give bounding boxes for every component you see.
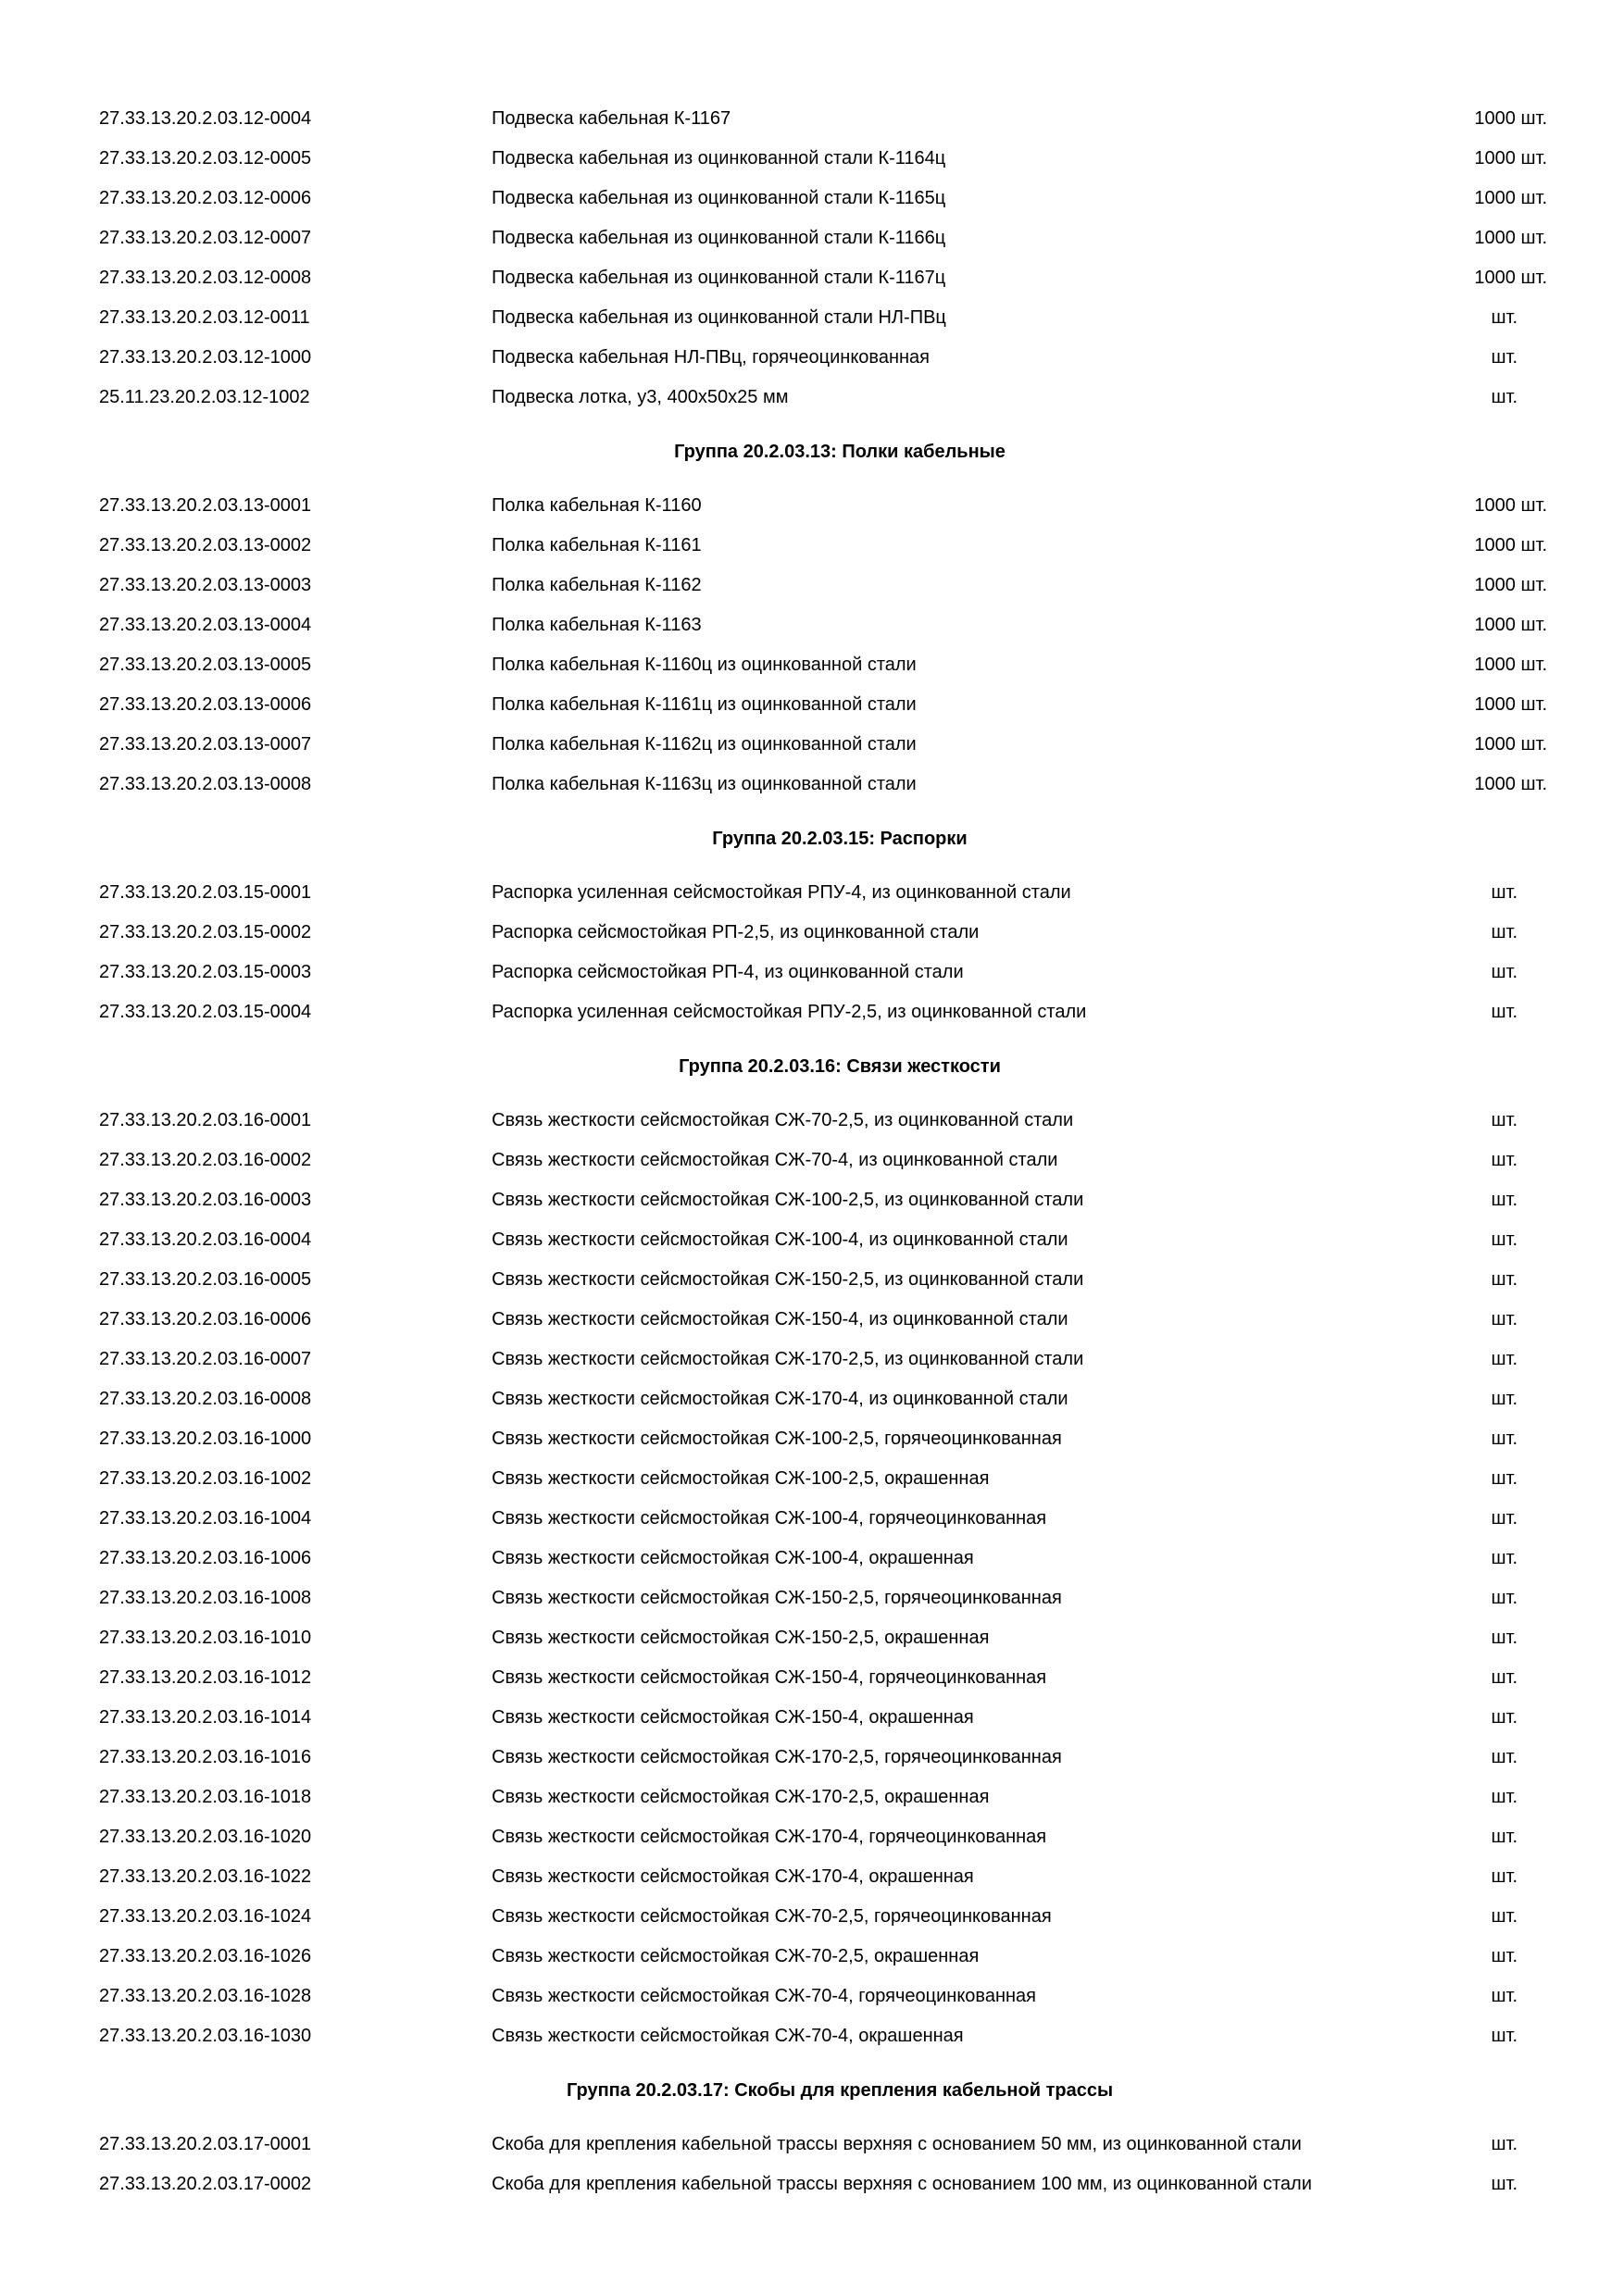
item-code: 25.11.23.20.2.03.12-1002 [99, 387, 310, 407]
item-name: Подвеска кабельная из оцинкованной стали НЛ-ПВц [492, 307, 946, 328]
table-row [99, 1419, 1580, 1459]
item-name: Скоба для крепления кабельной трассы верхняя с основанием 50 мм, из оцинкованной стали [492, 2134, 1302, 2154]
table-row [99, 139, 1580, 179]
item-unit: 1000 шт. [1474, 575, 1547, 595]
item-code: 27.33.13.20.2.03.15-0004 [99, 1002, 312, 1022]
table-row [99, 1778, 1580, 1817]
table-row [99, 179, 1580, 218]
item-code: 27.33.13.20.2.03.16-1004 [99, 1508, 312, 1529]
table-row [99, 1101, 1580, 1141]
item-code: 27.33.13.20.2.03.16-1022 [99, 1866, 312, 1887]
item-name: Полка кабельная К-1160 [492, 495, 702, 516]
table-row [99, 1340, 1580, 1379]
item-code: 27.33.13.20.2.03.12-0011 [99, 307, 310, 328]
item-name: Подвеска кабельная из оцинкованной стали К-1164ц [492, 148, 946, 168]
item-name: Связь жесткости сейсмостойкая СЖ-100-4, окрашенная [492, 1548, 974, 1568]
item-name: Связь жесткости сейсмостойкая СЖ-70-2,5, окрашенная [492, 1946, 980, 1966]
item-name: Связь жесткости сейсмостойкая СЖ-100-2,5, из оцинкованной стали [492, 1190, 1084, 1210]
item-name: Связь жесткости сейсмостойкая СЖ-170-2,5, горячеоцинкованная [492, 1747, 1062, 1767]
item-name: Распорка усиленная сейсмостойкая РПУ-4, из оцинкованной стали [492, 882, 1071, 903]
item-code: 27.33.13.20.2.03.13-0003 [99, 575, 312, 595]
item-unit: 1000 шт. [1474, 188, 1547, 208]
item-name: Полка кабельная К-1163ц из оцинкованной стали [492, 774, 917, 794]
item-name: Подвеска кабельная К-1167 [492, 108, 731, 129]
item-code: 27.33.13.20.2.03.16-0007 [99, 1349, 312, 1369]
item-unit: шт. [1491, 2134, 1518, 2154]
table-row [99, 218, 1580, 258]
item-code: 27.33.13.20.2.03.17-0001 [99, 2134, 312, 2154]
item-code: 27.33.13.20.2.03.13-0006 [99, 694, 312, 715]
item-unit: шт. [1491, 1309, 1518, 1329]
table-row [99, 1817, 1580, 1857]
item-code: 27.33.13.20.2.03.16-0001 [99, 1110, 312, 1130]
item-unit: шт. [1491, 1429, 1518, 1449]
item-unit: шт. [1491, 1269, 1518, 1290]
item-unit: 1000 шт. [1474, 535, 1547, 555]
item-name: Связь жесткости сейсмостойкая СЖ-70-2,5, из оцинкованной стали [492, 1110, 1074, 1130]
table-row [99, 1300, 1580, 1340]
item-name: Распорка сейсмостойкая РП-4, из оцинкованной стали [492, 962, 964, 982]
item-unit: шт. [1491, 2174, 1518, 2194]
item-name: Связь жесткости сейсмостойкая СЖ-70-4, из оцинкованной стали [492, 1150, 1058, 1170]
item-unit: шт. [1491, 1906, 1518, 1927]
item-unit: шт. [1491, 1588, 1518, 1608]
item-name: Связь жесткости сейсмостойкая СЖ-150-2,5, окрашенная [492, 1628, 990, 1648]
item-code: 27.33.13.20.2.03.13-0008 [99, 774, 312, 794]
item-code: 27.33.13.20.2.03.12-0004 [99, 108, 312, 129]
item-name: Связь жесткости сейсмостойкая СЖ-100-4, горячеоцинкованная [492, 1508, 1047, 1529]
table-row [99, 1857, 1580, 1897]
item-code: 27.33.13.20.2.03.15-0001 [99, 882, 312, 903]
group-heading: Группа 20.2.03.16: Связи жесткости [679, 1056, 1001, 1077]
item-name: Связь жесткости сейсмостойкая СЖ-70-2,5, горячеоцинкованная [492, 1906, 1052, 1927]
item-name: Распорка сейсмостойкая РП-2,5, из оцинкованной стали [492, 922, 980, 942]
item-unit: шт. [1491, 1707, 1518, 1728]
item-code: 27.33.13.20.2.03.15-0002 [99, 922, 312, 942]
item-code: 27.33.13.20.2.03.12-0006 [99, 188, 312, 208]
item-unit: шт. [1491, 1548, 1518, 1568]
item-unit: шт. [1491, 962, 1518, 982]
item-code: 27.33.13.20.2.03.16-1024 [99, 1906, 312, 1927]
table-row [99, 992, 1580, 1032]
item-code: 27.33.13.20.2.03.12-0007 [99, 228, 312, 248]
item-name: Полка кабельная К-1161 [492, 535, 702, 555]
table-row [99, 486, 1580, 526]
item-name: Полка кабельная К-1161ц из оцинкованной стали [492, 694, 917, 715]
item-code: 27.33.13.20.2.03.16-1030 [99, 2026, 312, 2046]
item-unit: шт. [1491, 1747, 1518, 1767]
item-code: 27.33.13.20.2.03.16-1020 [99, 1827, 312, 1847]
table-row [99, 566, 1580, 605]
table-row [99, 1499, 1580, 1539]
table-row [99, 2016, 1580, 2056]
item-unit: шт. [1491, 1787, 1518, 1807]
item-unit: 1000 шт. [1474, 655, 1547, 675]
item-code: 27.33.13.20.2.03.16-1000 [99, 1429, 312, 1449]
item-unit: шт. [1491, 1468, 1518, 1489]
table-row [99, 913, 1580, 953]
group-heading: Группа 20.2.03.17: Скобы для крепления кабельной трассы [566, 2080, 1114, 2101]
item-name: Связь жесткости сейсмостойкая СЖ-150-2,5, горячеоцинкованная [492, 1588, 1062, 1608]
table-row [99, 1180, 1580, 1220]
item-unit: шт. [1491, 1229, 1518, 1250]
item-name: Связь жесткости сейсмостойкая СЖ-150-4, окрашенная [492, 1707, 974, 1728]
item-name: Связь жесткости сейсмостойкая СЖ-150-4, горячеоцинкованная [492, 1667, 1047, 1688]
item-code: 27.33.13.20.2.03.16-0003 [99, 1190, 312, 1210]
table-row [99, 765, 1580, 805]
item-code: 27.33.13.20.2.03.13-0004 [99, 615, 312, 635]
item-unit: 1000 шт. [1474, 774, 1547, 794]
table-row [99, 1379, 1580, 1419]
item-name: Связь жесткости сейсмостойкая СЖ-100-4, из оцинкованной стали [492, 1229, 1068, 1250]
item-unit: 1000 шт. [1474, 148, 1547, 168]
item-name: Подвеска кабельная НЛ-ПВц, горячеоцинкованная [492, 347, 930, 368]
item-unit: 1000 шт. [1474, 228, 1547, 248]
table-row [99, 1578, 1580, 1618]
table-row [99, 99, 1580, 139]
item-unit: 1000 шт. [1474, 268, 1547, 288]
item-code: 27.33.13.20.2.03.13-0005 [99, 655, 312, 675]
table-row [99, 1698, 1580, 1738]
item-name: Связь жесткости сейсмостойкая СЖ-70-4, окрашенная [492, 2026, 964, 2046]
table-row [99, 1937, 1580, 1977]
table-row [99, 1459, 1580, 1499]
item-unit: шт. [1491, 1190, 1518, 1210]
table-row [99, 605, 1580, 645]
item-code: 27.33.13.20.2.03.15-0003 [99, 962, 312, 982]
table-row [99, 2125, 1580, 2165]
item-code: 27.33.13.20.2.03.17-0002 [99, 2174, 312, 2194]
table-row [99, 1738, 1580, 1778]
item-code: 27.33.13.20.2.03.16-0004 [99, 1229, 312, 1250]
item-name: Подвеска кабельная из оцинкованной стали К-1166ц [492, 228, 946, 248]
item-name: Полка кабельная К-1162ц из оцинкованной стали [492, 734, 917, 755]
item-code: 27.33.13.20.2.03.16-0006 [99, 1309, 312, 1329]
item-code: 27.33.13.20.2.03.16-0002 [99, 1150, 312, 1170]
item-code: 27.33.13.20.2.03.16-1016 [99, 1747, 312, 1767]
table-row [99, 1658, 1580, 1698]
item-name: Подвеска кабельная из оцинкованной стали К-1167ц [492, 268, 946, 288]
item-code: 27.33.13.20.2.03.12-0005 [99, 148, 312, 168]
item-code: 27.33.13.20.2.03.16-1026 [99, 1946, 312, 1966]
item-name: Связь жесткости сейсмостойкая СЖ-170-4, из оцинкованной стали [492, 1389, 1068, 1409]
item-code: 27.33.13.20.2.03.16-1010 [99, 1628, 312, 1648]
item-name: Полка кабельная К-1162 [492, 575, 702, 595]
item-code: 27.33.13.20.2.03.16-0008 [99, 1389, 312, 1409]
item-name: Связь жесткости сейсмостойкая СЖ-70-4, горячеоцинкованная [492, 1986, 1036, 2006]
item-unit: шт. [1491, 1389, 1518, 1409]
item-name: Связь жесткости сейсмостойкая СЖ-150-4, из оцинкованной стали [492, 1309, 1068, 1329]
item-code: 27.33.13.20.2.03.16-1028 [99, 1986, 312, 2006]
table-row [99, 1260, 1580, 1300]
item-unit: шт. [1491, 1667, 1518, 1688]
item-code: 27.33.13.20.2.03.16-1008 [99, 1588, 312, 1608]
item-code: 27.33.13.20.2.03.12-0008 [99, 268, 312, 288]
table-row [99, 1618, 1580, 1658]
item-code: 27.33.13.20.2.03.16-1014 [99, 1707, 312, 1728]
item-name: Связь жесткости сейсмостойкая СЖ-150-2,5, из оцинкованной стали [492, 1269, 1084, 1290]
item-unit: шт. [1491, 1508, 1518, 1529]
table-row [99, 378, 1580, 418]
table-row [99, 1539, 1580, 1578]
table-row [99, 1897, 1580, 1937]
item-unit: шт. [1491, 922, 1518, 942]
item-name: Скоба для крепления кабельной трассы верхняя с основанием 100 мм, из оцинкованной стали [492, 2174, 1312, 2194]
item-unit: шт. [1491, 1827, 1518, 1847]
item-name: Подвеска лотка, у3, 400х50х25 мм [492, 387, 789, 407]
group-heading: Группа 20.2.03.15: Распорки [712, 829, 968, 849]
item-code: 27.33.13.20.2.03.16-1002 [99, 1468, 312, 1489]
table-row [99, 1220, 1580, 1260]
item-unit: шт. [1491, 1946, 1518, 1966]
item-code: 27.33.13.20.2.03.13-0007 [99, 734, 312, 755]
item-unit: шт. [1491, 1110, 1518, 1130]
item-unit: шт. [1491, 1002, 1518, 1022]
item-code: 27.33.13.20.2.03.16-1012 [99, 1667, 312, 1688]
table-row [99, 338, 1580, 378]
table-row [99, 1141, 1580, 1180]
item-unit: шт. [1491, 387, 1518, 407]
table-row [99, 1977, 1580, 2016]
item-name: Связь жесткости сейсмостойкая СЖ-170-2,5, окрашенная [492, 1787, 990, 1807]
item-code: 27.33.13.20.2.03.16-1006 [99, 1548, 312, 1568]
item-unit: шт. [1491, 882, 1518, 903]
item-unit: 1000 шт. [1474, 108, 1547, 129]
item-unit: 1000 шт. [1474, 495, 1547, 516]
item-name: Подвеска кабельная из оцинкованной стали К-1165ц [492, 188, 946, 208]
table-row [99, 953, 1580, 992]
item-unit: 1000 шт. [1474, 694, 1547, 715]
table-row [99, 645, 1580, 685]
item-unit: шт. [1491, 2026, 1518, 2046]
price-list [99, 99, 1580, 2204]
item-name: Распорка усиленная сейсмостойкая РПУ-2,5, из оцинкованной стали [492, 1002, 1087, 1022]
item-code: 27.33.13.20.2.03.13-0002 [99, 535, 312, 555]
group-heading: Группа 20.2.03.13: Полки кабельные [674, 442, 1006, 462]
item-code: 27.33.13.20.2.03.16-1018 [99, 1787, 312, 1807]
item-unit: шт. [1491, 1986, 1518, 2006]
item-unit: 1000 шт. [1474, 615, 1547, 635]
item-name: Полка кабельная К-1163 [492, 615, 702, 635]
table-row [99, 258, 1580, 298]
item-code: 27.33.13.20.2.03.12-1000 [99, 347, 312, 368]
table-row [99, 685, 1580, 725]
table-row [99, 2165, 1580, 2204]
table-row [99, 526, 1580, 566]
item-unit: шт. [1491, 1628, 1518, 1648]
item-unit: шт. [1491, 307, 1518, 328]
table-row [99, 298, 1580, 338]
item-unit: шт. [1491, 347, 1518, 368]
item-code: 27.33.13.20.2.03.16-0005 [99, 1269, 312, 1290]
table-row [99, 873, 1580, 913]
item-unit: шт. [1491, 1866, 1518, 1887]
item-name: Связь жесткости сейсмостойкая СЖ-170-4, горячеоцинкованная [492, 1827, 1047, 1847]
item-code: 27.33.13.20.2.03.13-0001 [99, 495, 312, 516]
item-unit: 1000 шт. [1474, 734, 1547, 755]
item-name: Полка кабельная К-1160ц из оцинкованной стали [492, 655, 917, 675]
item-name: Связь жесткости сейсмостойкая СЖ-170-4, окрашенная [492, 1866, 974, 1887]
table-row [99, 725, 1580, 765]
item-name: Связь жесткости сейсмостойкая СЖ-170-2,5, из оцинкованной стали [492, 1349, 1084, 1369]
item-name: Связь жесткости сейсмостойкая СЖ-100-2,5, окрашенная [492, 1468, 990, 1489]
item-unit: шт. [1491, 1150, 1518, 1170]
item-unit: шт. [1491, 1349, 1518, 1369]
item-name: Связь жесткости сейсмостойкая СЖ-100-2,5, горячеоцинкованная [492, 1429, 1062, 1449]
